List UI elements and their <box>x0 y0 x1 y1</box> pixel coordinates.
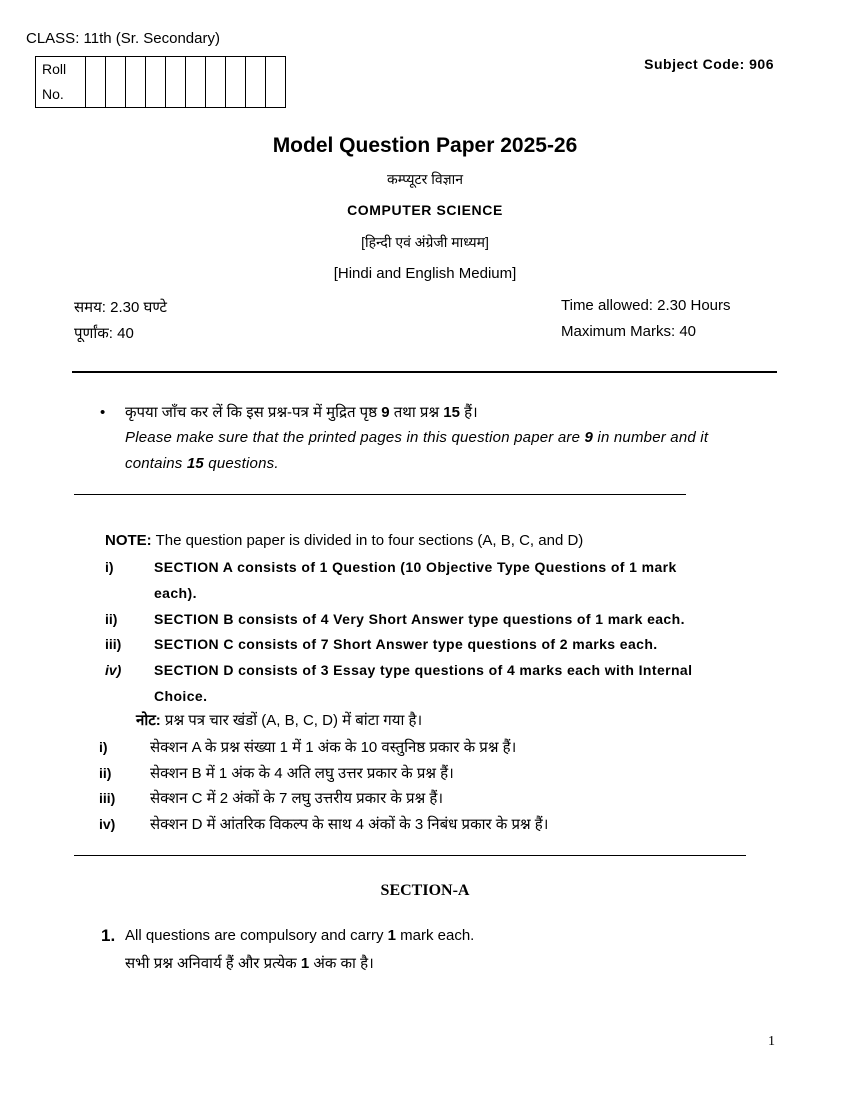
roll-digit-box <box>246 57 266 108</box>
note-item-number: iv) <box>105 662 122 678</box>
divider <box>74 494 686 495</box>
question-text-hindi: सभी प्रश्न अनिवार्य हैं और प्रत्येक 1 अंक का है। <box>125 955 374 972</box>
paper-title: Model Question Paper 2025-26 <box>272 134 578 157</box>
bullet-point: • <box>100 404 106 421</box>
roll-digit-box <box>86 57 106 108</box>
roll-label-line1: Roll <box>42 61 67 77</box>
marks-english: Maximum Marks: 40 <box>561 323 697 340</box>
note-item-text-cont: Choice. <box>154 688 208 704</box>
roll-digit-box <box>146 57 166 108</box>
roll-label-line2: No. <box>42 86 64 102</box>
hindi-item-text: सेक्शन A के प्रश्न संख्या 1 में 1 अंक के 10 वस्तुनिष्ठ प्रकार के प्रश्न हैं। <box>150 739 517 756</box>
roll-digit-box <box>166 57 186 108</box>
note-item-text: SECTION D consists of 3 Essay type questions of 4 marks each with Internal <box>154 662 693 678</box>
roll-digit-box <box>106 57 126 108</box>
medium-english: [Hindi and English Medium] <box>333 265 517 282</box>
medium-hindi: [हिन्दी एवं अंग्रेजी माध्यम] <box>361 234 489 250</box>
time-english: Time allowed: 2.30 Hours <box>561 297 731 314</box>
hindi-item-number: i) <box>99 739 108 755</box>
hindi-item-number: ii) <box>99 765 112 781</box>
divider <box>74 855 746 856</box>
note-item-text: SECTION B consists of 4 Very Short Answer type questions of 1 mark each. <box>154 611 685 627</box>
hindi-item-number: iv) <box>99 816 116 832</box>
instruction-hindi: कृपया जाँच कर लें कि इस प्रश्न-पत्र में मुद्रित पृष्ठ 9 तथा प्रश्न 15 हैं। <box>125 404 478 421</box>
note-item-number: ii) <box>105 611 118 627</box>
note-item-number: i) <box>105 559 114 575</box>
question-number: 1. <box>101 926 116 945</box>
subject-hindi: कम्प्यूटर विज्ञान <box>386 171 463 187</box>
hindi-item-number: iii) <box>99 790 116 806</box>
roll-digit-box <box>186 57 206 108</box>
note-english: NOTE: The question paper is divided in to four sections (A, B, C, and D) <box>105 532 584 549</box>
page-number: 1 <box>768 1034 775 1049</box>
divider-thick <box>72 371 777 373</box>
section-heading: SECTION-A <box>380 882 470 899</box>
marks-hindi: पूर्णांक: 40 <box>74 325 134 342</box>
note-item-text: SECTION A consists of 1 Question (10 Objective Type Questions of 1 mark <box>154 559 677 575</box>
hindi-item-text: सेक्शन D में आंतरिक विकल्प के साथ 4 अंकों के 3 निबंध प्रकार के प्रश्न हैं। <box>150 816 549 833</box>
subject-code: Subject Code: 906 <box>644 56 774 72</box>
instruction-english-line1: Please make sure that the printed pages in this question paper are 9 in number and it <box>125 429 709 446</box>
roll-number-boxes <box>35 56 286 108</box>
question-text-english: All questions are compulsory and carry 1 mark each. <box>125 927 475 944</box>
note-item-text-cont: each). <box>154 585 197 601</box>
roll-digit-box <box>126 57 146 108</box>
hindi-item-text: सेक्शन C में 2 अंकों के 7 लघु उत्तरीय प्रकार के प्रश्न हैं। <box>150 790 444 807</box>
roll-digit-box <box>226 57 246 108</box>
instruction-english-line2: contains 15 questions. <box>125 455 279 472</box>
note-hindi: नोट: प्रश्न पत्र चार खंडों (A, B, C, D) में बांटा गया है। <box>136 712 423 729</box>
subject-title: COMPUTER SCIENCE <box>347 202 503 218</box>
note-item-number: iii) <box>105 636 122 652</box>
time-hindi: समय: 2.30 घण्टे <box>74 299 167 316</box>
hindi-item-text: सेक्शन B में 1 अंक के 4 अति लघु उत्तर प्रकार के प्रश्न हैं। <box>150 765 454 782</box>
roll-digit-box <box>206 57 226 108</box>
roll-digit-box <box>266 57 286 108</box>
roll-number-label <box>36 57 86 108</box>
class-label: CLASS: 11th (Sr. Secondary) <box>26 30 220 47</box>
note-item-text: SECTION C consists of 7 Short Answer type questions of 2 marks each. <box>154 636 658 652</box>
